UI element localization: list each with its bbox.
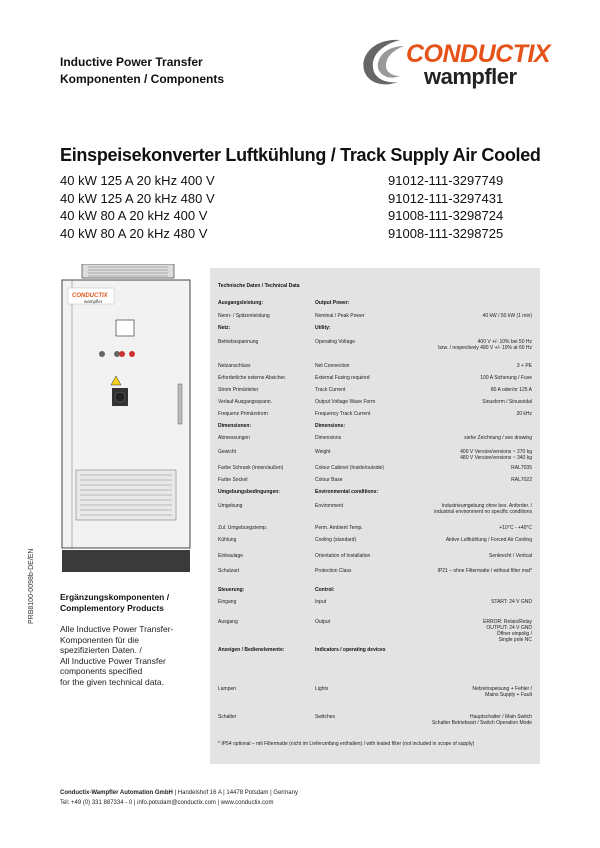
tech-value-line: OUTPUT: 24 V GND (486, 625, 532, 631)
tech-value (438, 568, 533, 574)
tech-label-de: Betriebsspannung (218, 339, 259, 345)
tech-label-en: Perm. Ambient Temp. (315, 525, 363, 531)
variant-code: 91012-111-3297749 (388, 173, 504, 188)
tech-label-en: Utility: (315, 325, 331, 331)
tech-value-line: industrial environment no specific conditions (434, 509, 532, 515)
tech-label-en: Dimensions (315, 435, 342, 441)
cabinet-illustration (60, 264, 194, 580)
tech-label-en: Cooling (standard) (315, 537, 357, 543)
tech-label-de: Frequenz Primärstrom (218, 411, 268, 417)
tech-label-en: Lights (315, 686, 329, 692)
tech-value-line: Mains Supply + Fault (485, 692, 532, 698)
tech-label-de: Ausgang (218, 619, 238, 625)
tech-label-de: Dimensionen: (218, 423, 252, 429)
tech-value (438, 339, 532, 351)
tech-value-line: Single pole NC (498, 637, 532, 643)
tech-value (464, 435, 532, 441)
tech-value-line: Netzeinspeisung + Fehler / (472, 686, 532, 692)
tech-label-de: Schalter (218, 714, 237, 720)
tech-value-line: 400 V Version/versions ~ 270 kg (460, 449, 532, 455)
tech-value-line: Sinusform / Sinusoidal (482, 399, 532, 405)
variant-row (60, 207, 540, 225)
tech-label-de: Verlauf Ausgangsspann. (218, 399, 272, 405)
tech-label-en: Colour Base (315, 477, 343, 483)
tech-label-de: Schutzart (218, 568, 240, 574)
page-footer (60, 788, 298, 808)
complementary-line: components specified (60, 666, 143, 676)
tech-value-line: ERROR: Relais/Relay (483, 619, 532, 625)
complementary-title (60, 592, 169, 614)
tech-label-en: Environmental conditions: (315, 489, 379, 495)
complementary-line: for the given technical data. (60, 676, 164, 687)
tech-value (472, 686, 532, 698)
variant-list (60, 172, 540, 242)
complementary-line: spezifizierten Daten. / (60, 645, 142, 655)
logo-word-conductix: CONDUCTIX (406, 40, 551, 68)
tech-label-de: Lampen (218, 686, 237, 692)
footer-contact: Tel: +49 (0) 331 887334 - 0 | info.potsdam@conductix.com | www.conductix.com (60, 800, 274, 806)
technical-data-heading: Technische Daten / Technical Data (218, 283, 300, 289)
tech-value (491, 599, 532, 605)
tech-label-de: Kühlung (218, 537, 237, 543)
page-title: Einspeisekonverter Luftkühlung / Track Supply Air Cooled (60, 145, 541, 165)
variant-desc: 40 kW 80 A 20 kHz 480 V (60, 225, 208, 241)
complementary-line: All Inductive Power Transfer (60, 655, 166, 666)
tech-value-line: Schalter Betriebsart / Switch Operation Mode (431, 720, 532, 726)
footer-company: Conductix-Wampfler Automation GmbH (60, 790, 173, 796)
tech-label-en: Switches (315, 714, 336, 720)
tech-label-en: Output Voltage Wave Form (315, 399, 376, 405)
tech-value (460, 449, 532, 461)
tech-value-line: Hauptschalter / Main Switch (470, 714, 532, 720)
tech-label-en: Dimensions: (315, 423, 346, 429)
variant-code: 91008-111-3298725 (388, 225, 504, 241)
tech-value-line: RAL7022 (511, 477, 532, 483)
tech-label-de: Anzeigen / Bedienelemente: (218, 647, 285, 653)
tech-label-de: Farbe Sockel (218, 477, 248, 483)
tech-value (432, 714, 532, 726)
tech-value (491, 387, 532, 393)
tech-value (499, 525, 532, 531)
tech-label-en: External Fusing required (315, 375, 370, 381)
header-line-1: Inductive Power Transfer (60, 55, 203, 69)
complementary-line: Alle Inductive Power Transfer- (60, 624, 174, 634)
footer-address: | Handelshof 16 A | 14478 Potsdam | Germany (172, 790, 298, 796)
tech-label-de: Strom Primärleiter (218, 387, 259, 393)
tech-label-en: Output (315, 619, 331, 625)
variant-desc: 40 kW 80 A 20 kHz 400 V (60, 208, 208, 223)
cabinet-logo-sub: wampfler (84, 299, 103, 304)
tech-label-de: Nenn- / Spitzenleistung (218, 313, 270, 319)
tech-value-line: IP21 – ohne Filtermatte / without filter mat* (437, 568, 532, 574)
tech-value-line: 80 A oder/or 125 A (490, 387, 532, 393)
tech-label-en: Track Current (315, 387, 346, 393)
tech-label-de: Zul. Umgebungstemp. (218, 525, 268, 531)
tech-label-de: Farbe Schrank (innen/außen) (218, 465, 284, 471)
tech-value (482, 399, 532, 405)
header-line-2: Komponenten / Components (60, 72, 224, 86)
tech-value (516, 411, 532, 417)
tech-value-line: 480 V Version/versions ~ 340 kg (460, 455, 532, 461)
complementary-text (60, 624, 173, 687)
tech-value (511, 465, 532, 471)
tech-value (483, 313, 532, 319)
tech-value (480, 375, 532, 381)
variant-desc: 40 kW 125 A 20 kHz 400 V (60, 173, 215, 188)
tech-value-line: Senkrecht / Vertical (488, 553, 532, 559)
cabinet-logo-text: CONDUCTIX (72, 293, 108, 299)
variant-desc: 40 kW 125 A 20 kHz 480 V (60, 190, 215, 206)
tech-label-de: Ausgangsleistung: (218, 300, 264, 306)
logo-word-wampfler: wampfler (424, 64, 517, 89)
complementary-title-en: Complementory Products (60, 603, 164, 613)
tech-value-line: START: 24 V GND (491, 599, 532, 605)
tech-label-en: Protection Class (315, 568, 352, 574)
tech-value-line: +10°C - +40°C (499, 525, 532, 531)
tech-label-de: Netz: (218, 325, 231, 331)
complementary-line: Komponenten für die (60, 634, 139, 645)
tech-value-line: 3 + PE (516, 363, 532, 369)
tech-label-en: Indicators / operating devices (315, 647, 386, 653)
tech-label-de: Erforderliche externe Absicher. (218, 375, 287, 381)
tech-value-line: siehe Zeichnung / see drawing (464, 435, 532, 441)
tech-value (511, 477, 532, 483)
tech-value (517, 363, 532, 369)
complementary-title-de: Ergänzungskomponenten / (60, 592, 170, 602)
tech-label-de: Eingang (218, 599, 237, 605)
tech-label-de: Umgebungsbedingungen: (218, 489, 280, 495)
tech-value-line: 100 A Sicherung / Fuse (480, 375, 532, 381)
tech-label-en: Operating Voltage (315, 339, 356, 345)
tech-label-en: Weight (315, 449, 331, 455)
tech-value-line: Öffner einpolig / (496, 631, 532, 637)
tech-value (434, 503, 532, 515)
technical-data-panel (210, 268, 540, 764)
tech-label-en: Control: (315, 587, 335, 593)
tech-label-en: Environment (315, 503, 344, 509)
tech-value-line: Aktive Luftkühlung / Forced Air Cooling (445, 537, 532, 543)
tech-label-de: Netzanschluss (218, 363, 251, 369)
variant-code: 91012-111-3297431 (388, 190, 504, 206)
variant-row (60, 190, 540, 208)
tech-label-de: Umgebung (218, 503, 243, 509)
product-image (60, 264, 194, 580)
tech-label-en: Nominal / Peak Power (315, 313, 365, 319)
tech-value-line: 40 kW / 50 kW (1 min) (482, 313, 532, 319)
tech-value (446, 537, 532, 543)
tech-value (489, 553, 532, 559)
tech-label-de: Abmessungen (218, 435, 250, 441)
tech-value (483, 619, 532, 643)
tech-label-en: Net Connection (315, 363, 350, 369)
tech-label-de: Einbaulage (218, 553, 244, 559)
variant-row (60, 225, 540, 243)
tech-value-line: 20 kHz (516, 411, 532, 417)
tech-footnote: * IP54 optional – mit Filtermatte (nicht im Lieferumfang enthalten) / with leated filter (not included in scope of supply) (218, 741, 475, 747)
document-header (60, 54, 224, 88)
tech-label-de: Steuerung: (218, 587, 245, 593)
variant-row (60, 172, 540, 190)
tech-value-line: RAL7035 (511, 465, 532, 471)
document-code: PRB8100-0098b-DE/EN (28, 548, 35, 624)
tech-label-en: Output Power: (315, 300, 350, 306)
company-logo (358, 34, 551, 94)
tech-value-line: bzw. / respectively 480 V +/- 10% at 60 Hz (438, 345, 532, 351)
tech-label-en: Input (315, 599, 327, 605)
variant-code: 91008-111-3298724 (388, 208, 504, 223)
tech-label-en: Orientation of Installation (315, 553, 371, 559)
tech-label-en: Colour Cabinet (Inside/outside) (315, 465, 384, 471)
tech-value-line: Industrieumgebung ohne bes. Anforder. / (441, 503, 532, 509)
tech-value-line: 400 V +/- 10% bei 50 Hz (477, 339, 532, 345)
tech-label-en: Frequency Track Current (315, 411, 371, 417)
tech-label-de: Gewicht (218, 449, 237, 455)
